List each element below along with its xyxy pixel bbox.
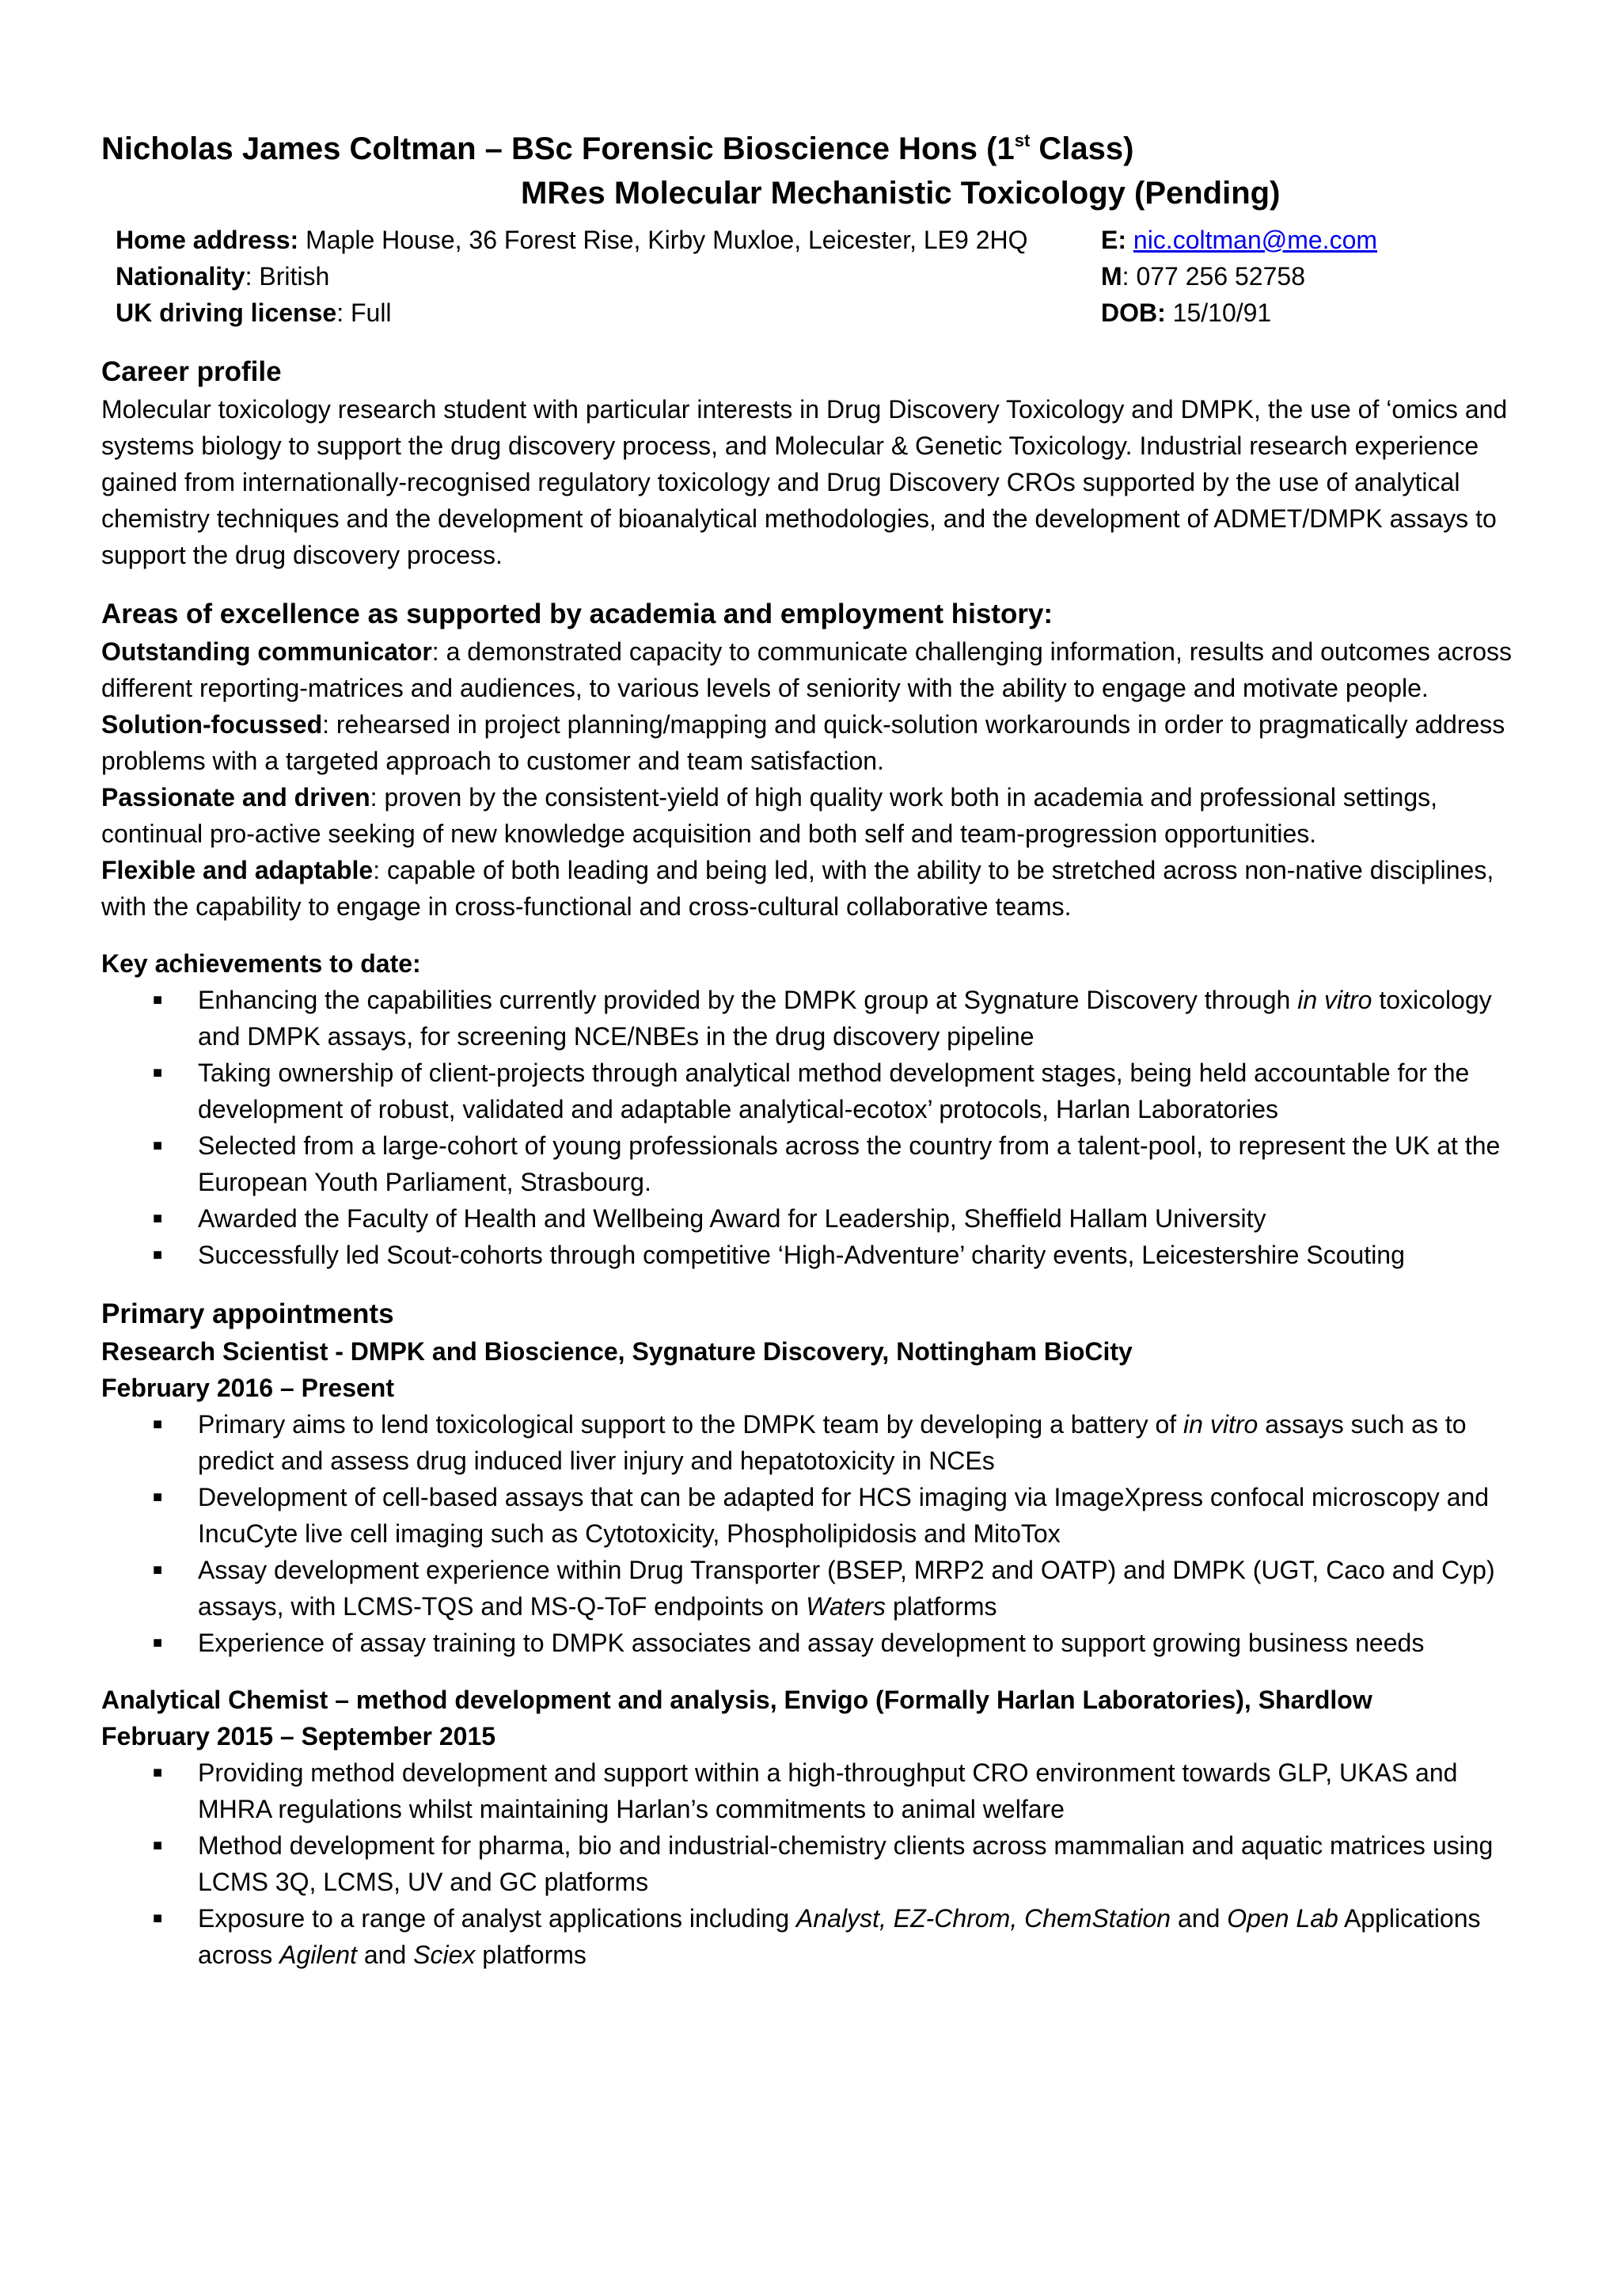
nationality: : British bbox=[245, 262, 330, 291]
cv-subtitle: MRes Molecular Mechanistic Toxicology (Pending) bbox=[521, 176, 1281, 211]
list-item: ■ Successfully led Scout-cohorts through competitive ‘High-Adventure’ charity events, Leicestershire Scouting bbox=[101, 1237, 1526, 1273]
job-title: Analytical Chemist – method development and analysis, Envigo (Formally Harlan Laboratories), Shardlow bbox=[101, 1686, 1372, 1714]
career-profile-heading: Career profile bbox=[101, 356, 282, 387]
list-item: ■ Experience of assay training to DMPK associates and assay development to support growing business needs bbox=[101, 1625, 1526, 1661]
list-item: ■ Method development for pharma, bio and industrial-chemistry clients across mammalian and aquatic matrices using LCMS 3Q, LCMS, UV and GC platforms bbox=[101, 1827, 1526, 1900]
job-dates: February 2015 – September 2015 bbox=[101, 1722, 496, 1751]
contact-row: Nationality: British M: 077 256 52758 bbox=[116, 262, 1305, 291]
bullet-icon: ■ bbox=[153, 1416, 163, 1433]
list-item: ■ Primary aims to lend toxicological support to the DMPK team by developing a battery of in vitro assays such as to predict and assess drug induced liver injury and hepatotoxicity in NCEs bbox=[101, 1406, 1526, 1479]
bullet-icon: ■ bbox=[153, 1837, 163, 1854]
driving-license: : Full bbox=[336, 298, 392, 327]
list-item: ■ Awarded the Faculty of Health and Wellbeing Award for Leadership, Sheffield Hallam University bbox=[101, 1200, 1526, 1237]
contact-details bbox=[101, 222, 1526, 331]
bullet-icon: ■ bbox=[153, 1634, 163, 1652]
job-duties bbox=[101, 1406, 1526, 1661]
excellence-item: Outstanding communicator: a demonstrated capacity to communicate challenging information, results and outcomes across different reporting-matrices and audiences, to various levels of seniority with the ability to engage and motivate people. bbox=[101, 637, 1513, 702]
cv-title: Nicholas James Coltman – BSc Forensic Bioscience Hons (1st Class) bbox=[101, 130, 1134, 166]
excellence-item: Solution-focussed: rehearsed in project planning/mapping and quick-solution workarounds in order to pragmatically address problems with a targeted approach to customer and team satisfaction. bbox=[101, 710, 1505, 775]
list-item: ■ Enhancing the capabilities currently provided by the DMPK group at Sygnature Discovery through in vitro toxicology and DMPK assays, for screening NCE/NBEs in the drug discovery pipeline bbox=[101, 982, 1526, 1055]
home-address: Maple House, 36 Forest Rise, Kirby Muxloe, Leicester, LE9 2HQ bbox=[298, 226, 1028, 254]
bullet-icon: ■ bbox=[153, 1246, 163, 1264]
email-link[interactable]: nic.coltman@me.com bbox=[1133, 226, 1378, 254]
job-dates: February 2016 – Present bbox=[101, 1374, 394, 1402]
contact-row: Home address: Maple House, 36 Forest Rise, Kirby Muxloe, Leicester, LE9 2HQ E: nic.coltman@me.com bbox=[116, 226, 1378, 254]
job-title: Research Scientist - DMPK and Bioscience, Sygnature Discovery, Nottingham BioCity bbox=[101, 1337, 1133, 1366]
appointments-heading: Primary appointments bbox=[101, 1298, 394, 1329]
bullet-icon: ■ bbox=[153, 1764, 163, 1781]
list-item: ■ Selected from a large-cohort of young professionals across the country from a talent-pool, to represent the UK at the European Youth Parliament, Strasbourg. bbox=[101, 1127, 1526, 1200]
career-profile-text: Molecular toxicology research student with particular interests in Drug Discovery Toxicology and DMPK, the use of ‘omics and systems biology to support the drug discovery process, and Molecular & Genetic Toxicology. Industrial research experience gained from internationally-recognised regulatory toxicology and Drug Discovery CROs supported by the use of analytical chemistry techniques and the development of bioanalytical methodologies, and the development of ADMET/DMPK assays to support the drug discovery process. bbox=[101, 395, 1508, 569]
list-item: ■ Providing method development and support within a high-throughput CRO environment towards GLP, UKAS and MHRA regulations whilst maintaining Harlan’s commitments to animal welfare bbox=[101, 1754, 1526, 1827]
achievements-heading: Key achievements to date: bbox=[101, 949, 421, 978]
bullet-icon: ■ bbox=[153, 1210, 163, 1227]
job-duties bbox=[101, 1754, 1526, 1973]
bullet-icon: ■ bbox=[153, 1910, 163, 1927]
date-of-birth: 15/10/91 bbox=[1165, 298, 1272, 327]
excellence-item: Flexible and adaptable: capable of both leading and being led, with the ability to be stretched across non-native disciplines, with the capability to engage in cross-functional and cross-cultural collaborative teams. bbox=[101, 856, 1494, 921]
bullet-icon: ■ bbox=[153, 1064, 163, 1081]
cv-page bbox=[101, 127, 1526, 1973]
contact-row: UK driving license: Full DOB: 15/10/91 bbox=[116, 298, 1272, 327]
excellence-heading: Areas of excellence as supported by academia and employment history: bbox=[101, 599, 1053, 629]
list-item: ■ Development of cell-based assays that can be adapted for HCS imaging via ImageXpress confocal microscopy and IncuCyte live cell imaging such as Cytotoxicity, Phospholipidosis and MitoTox bbox=[101, 1479, 1526, 1552]
bullet-icon: ■ bbox=[153, 991, 163, 1009]
bullet-icon: ■ bbox=[153, 1561, 163, 1579]
achievements-list bbox=[101, 982, 1526, 1273]
list-item: ■ Taking ownership of client-projects through analytical method development stages, being held accountable for the development of robust, validated and adaptable analytical-ecotox’ protocols, Harlan Laboratories bbox=[101, 1055, 1526, 1127]
bullet-icon: ■ bbox=[153, 1488, 163, 1506]
mobile-number: : 077 256 52758 bbox=[1122, 262, 1305, 291]
excellence-item: Passionate and driven: proven by the consistent-yield of high quality work both in academia and professional settings, continual pro-active seeking of new knowledge acquisition and both self and team-progression opportunities. bbox=[101, 783, 1437, 848]
list-item: ■ Assay development experience within Drug Transporter (BSEP, MRP2 and OATP) and DMPK (UGT, Caco and Cyp) assays, with LCMS-TQS and MS-Q-ToF endpoints on Waters platforms bbox=[101, 1552, 1526, 1625]
bullet-icon: ■ bbox=[153, 1137, 163, 1154]
list-item: ■ Exposure to a range of analyst applications including Analyst, EZ-Chrom, ChemStation and Open Lab Applications across Agilent and Sciex platforms bbox=[101, 1900, 1526, 1973]
